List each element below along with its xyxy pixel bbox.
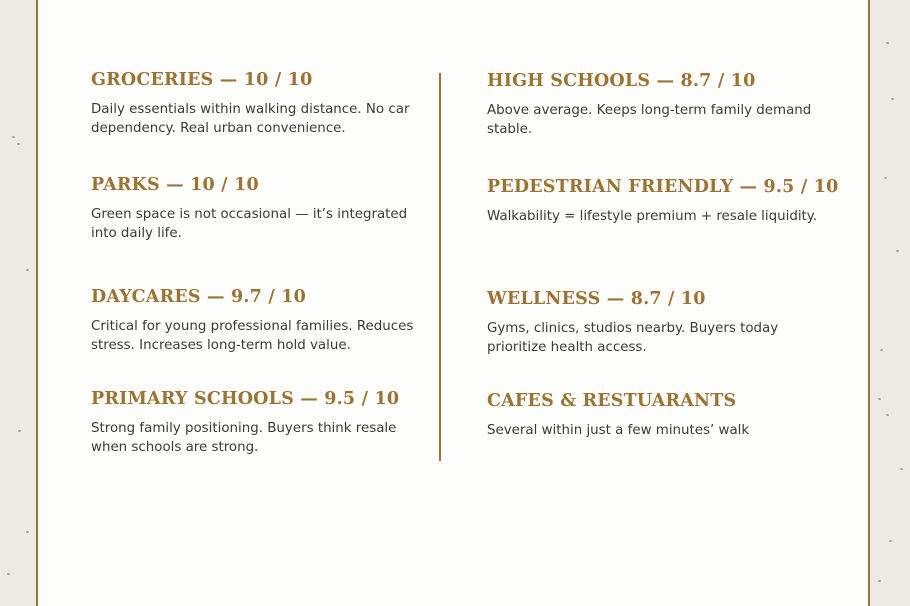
amenity-description: Critical for young professional families. Reduces stress. Increases long-term hold value.	[91, 319, 414, 353]
speckle	[886, 414, 889, 416]
amenity-parks	[91, 174, 421, 243]
amenity-primary-schools	[91, 388, 421, 457]
amenity-description: Green space is not occasional — it’s integrated into daily life.	[91, 207, 408, 241]
amenity-wellness	[487, 288, 817, 357]
speckle	[896, 250, 899, 252]
column-divider	[439, 73, 441, 461]
speckle	[889, 540, 892, 542]
speckle	[886, 42, 889, 44]
amenity-description: Gyms, clinics, studios nearby. Buyers today prioritize health access.	[487, 321, 779, 355]
amenity-description: Above average. Keeps long-term family demand stable.	[487, 103, 812, 137]
amenity-title: GROCERIES — 10 / 10	[91, 70, 313, 90]
speckle	[878, 398, 881, 400]
amenity-high-schools	[487, 70, 817, 139]
speckle	[878, 580, 881, 582]
speckle	[12, 136, 15, 138]
amenity-description: Several within just a few minutes’ walk	[487, 423, 750, 438]
amenity-scores-card	[36, 0, 870, 606]
speckle	[26, 531, 29, 533]
speckle	[880, 349, 883, 351]
amenity-description: Daily essentials within walking distance. No car dependency. Real urban convenience.	[91, 102, 410, 136]
amenity-daycares	[91, 286, 421, 355]
amenity-pedestrian-friendly	[487, 176, 837, 226]
amenity-title: PRIMARY SCHOOLS — 9.5 / 10	[91, 389, 400, 409]
speckle	[26, 269, 29, 271]
amenity-cafes-restaurants	[487, 390, 817, 440]
speckle	[891, 98, 894, 100]
speckle	[18, 430, 21, 432]
amenity-title: DAYCARES — 9.7 / 10	[91, 287, 306, 307]
amenity-description: Walkability = lifestyle premium + resale liquidity.	[487, 209, 818, 224]
amenity-groceries	[91, 69, 421, 138]
amenity-title: PEDESTRIAN FRIENDLY — 9.5 / 10	[487, 177, 839, 197]
amenity-title: CAFES & RESTUARANTS	[487, 391, 737, 411]
amenity-title: WELLNESS — 8.7 / 10	[487, 289, 706, 309]
amenity-title: HIGH SCHOOLS — 8.7 / 10	[487, 71, 756, 91]
speckle	[900, 468, 903, 470]
speckle	[17, 143, 20, 145]
amenity-title: PARKS — 10 / 10	[91, 175, 259, 195]
speckle	[7, 573, 10, 575]
speckle	[884, 177, 887, 179]
amenity-description: Strong family positioning. Buyers think resale when schools are strong.	[91, 421, 397, 455]
